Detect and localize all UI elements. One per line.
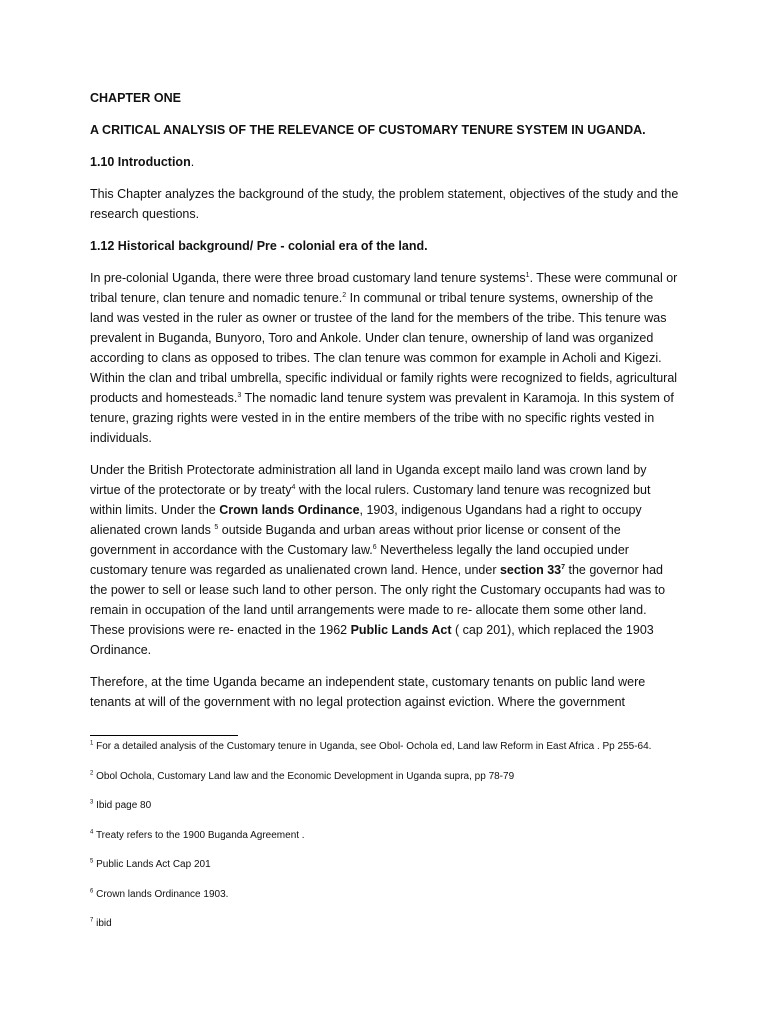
para2-c: , 1903, indigenous Ugandans had a right to occupy alienated crown lands — [90, 503, 642, 537]
footnote-ref-4[interactable]: 4 — [291, 483, 296, 491]
footnote-number: 3 — [90, 799, 94, 806]
footnote-number: 5 — [90, 858, 94, 865]
footnote-7 — [90, 917, 710, 931]
footnote-number: 2 — [90, 770, 94, 777]
footnote-number: 4 — [90, 829, 94, 836]
footnote-2 — [90, 770, 710, 784]
para2-a: Under the British Protectorate administration all land in Uganda except mailo land was crown land by virtue of the protectorate or by treaty — [90, 463, 647, 497]
footnote-text: Ibid page 80 — [93, 800, 152, 811]
footnote-number: 7 — [90, 917, 94, 924]
footnote-ref-3[interactable]: 3 — [237, 391, 242, 399]
chapter-title: A CRITICAL ANALYSIS OF THE RELEVANCE OF CUSTOMARY TENURE SYSTEM IN UGANDA. — [90, 123, 646, 137]
footnote-text: Crown lands Ordinance 1903. — [93, 888, 229, 900]
footnote-5 — [90, 858, 710, 872]
footnote-number: 1 — [90, 740, 94, 747]
intro-heading — [90, 152, 680, 172]
footnote-number: 6 — [90, 888, 94, 895]
para2-b: with the local rulers. Customary land tenure was recognized but within limits. Under the — [90, 483, 651, 517]
footnote-4 — [90, 829, 710, 843]
footnote-text: For a detailed analysis of the Customary tenure in Uganda, see Obol- Ochola ed, Land law Reform in East Africa . Pp 255-64. — [93, 741, 652, 752]
footnote-1 — [90, 740, 710, 754]
footnote-text: Public Lands Act Cap 201 — [93, 859, 211, 870]
footnote-ref-7[interactable]: 7 — [561, 563, 566, 571]
para2-e: Nevertheless legally the land occupied under customary tenure was regarded as unalienated crown land. Hence, under — [90, 543, 629, 577]
footnote-separator — [90, 735, 238, 736]
public-lands-act-bold: Public Lands Act — [350, 623, 452, 637]
footnote-6 — [90, 888, 710, 902]
footnote-text: ibid — [93, 918, 112, 929]
footnote-ref-6[interactable]: 6 — [372, 543, 377, 551]
footnote-ref-2[interactable]: 2 — [342, 291, 347, 299]
historical-heading: 1.12 Historical background/ Pre - colonial era of the land. — [90, 239, 428, 253]
intro-heading-punct: . — [190, 155, 195, 169]
footnotes — [90, 740, 710, 947]
para2-f: the governor had the power to sell or lease such land to other person. The only right the Customary occupants had was to remain in occupation of the land until arrangements were made to re- allocate them some other land. These provisions were re- enacted in the 1962 — [90, 563, 666, 637]
para1-d: The nomadic land tenure system was prevalent in Karamoja. In this system of tenure, grazing rights were vested in in the entire members of the tribe with no specific rights vested in individuals. — [90, 391, 674, 445]
footnote-3 — [90, 799, 710, 813]
crown-lands-ordinance-bold: Crown lands Ordinance — [219, 503, 360, 517]
paragraph-independence: Therefore, at the time Uganda became an independent state, customary tenants on public land were tenants at will of the government with no legal protection against eviction. Where the government — [90, 675, 646, 709]
document-body — [90, 88, 680, 712]
footnote-ref-5[interactable]: 5 — [214, 523, 219, 531]
para2-g: ( cap 201), which replaced the 1903 Ordinance. — [90, 623, 654, 657]
paragraph-precolonial — [90, 268, 680, 448]
footnote-text: Obol Ochola, Customary Land law and the Economic Development in Uganda supra, pp 78-79 — [93, 770, 515, 782]
paragraph-protectorate — [90, 460, 680, 660]
para1-a: In pre-colonial Uganda, there were three broad customary land tenure systems — [90, 271, 526, 285]
intro-heading-text: 1.10 Introduction — [90, 155, 191, 169]
footnote-text: Treaty refers to the 1900 Buganda Agreement . — [93, 829, 305, 841]
intro-paragraph: This Chapter analyzes the background of the study, the problem statement, objectives of the study and the research questions. — [90, 187, 679, 221]
chapter-label: CHAPTER ONE — [90, 91, 181, 105]
footnote-ref-1[interactable]: 1 — [525, 271, 530, 279]
para2-d: outside Buganda and urban areas without prior license or consent of the government in accordance with the Customary law. — [90, 523, 621, 557]
section-33-bold: section 33 — [499, 563, 562, 577]
para1-c: In communal or tribal tenure systems, ownership of the land was vested in the ruler as owner or trustee of the land for the members of the tribe. This tenure was prevalent in Buganda, Bunyoro, Toro and Ankole. Under clan tenure, ownership of land was organized according to clans as opposed to tribes. The clan tenure was common for example in Acholi and Kigezi. Within the clan and tribal umbrella, specific individual or family rights were recognized to fields, agricultural products and homesteads. — [90, 291, 678, 405]
para1-b: . These were communal or tribal tenure, clan tenure and nomadic tenure. — [90, 271, 678, 305]
